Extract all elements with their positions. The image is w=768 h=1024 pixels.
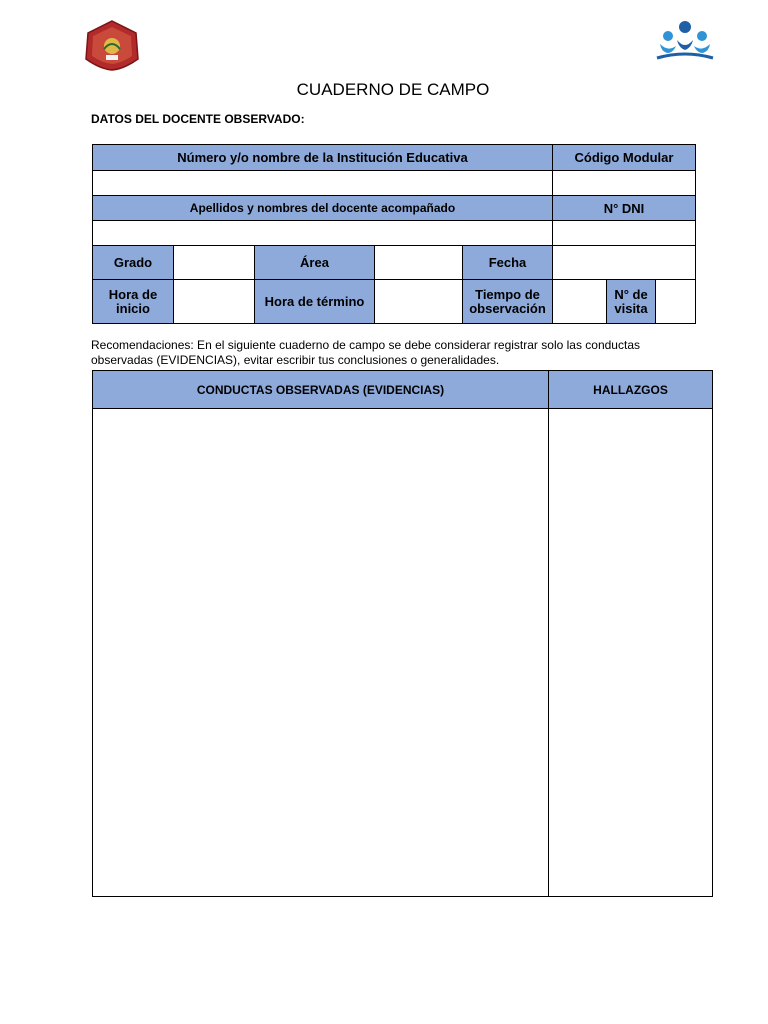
people-group-logo [655, 20, 715, 62]
behaviors-header: CONDUCTAS OBSERVADAS (EVIDENCIAS) [93, 371, 549, 409]
dni-input[interactable] [553, 221, 696, 246]
area-input[interactable] [375, 246, 463, 280]
visit-number-input[interactable] [656, 280, 696, 324]
recommendations-text: Recomendaciones: En el siguiente cuaderno de campo se debe considerar registrar solo las conductas observadas (EVIDENCIAS), evitar escribir tus conclusiones o generalidades. [91, 338, 640, 367]
institution-input[interactable] [93, 171, 553, 196]
page-title: CUADERNO DE CAMPO [296, 80, 490, 99]
end-time-label: Hora de término [255, 280, 375, 324]
section-label: DATOS DEL DOCENTE OBSERVADO: [91, 112, 305, 126]
teacher-table [92, 195, 696, 246]
institution-table [92, 144, 696, 196]
modular-code-input[interactable] [553, 171, 696, 196]
area-label: Área [255, 246, 375, 280]
institution-label: Número y/o nombre de la Institución Educativa [93, 145, 553, 171]
evidence-table [92, 370, 713, 897]
start-time-label: Hora de inicio [93, 280, 174, 324]
findings-input[interactable] [549, 409, 713, 897]
observation-time-input[interactable] [553, 280, 607, 324]
grade-input[interactable] [174, 246, 255, 280]
teacher-name-input[interactable] [93, 221, 553, 246]
date-input[interactable] [553, 246, 696, 280]
regional-education-shield-logo [84, 19, 140, 71]
start-time-input[interactable] [174, 280, 255, 324]
date-label: Fecha [463, 246, 553, 280]
visit-number-label: N° de visita [607, 280, 656, 324]
dni-label: N° DNI [553, 196, 696, 221]
observation-time-label: Tiempo de observación [463, 280, 553, 324]
behaviors-input[interactable] [93, 409, 549, 897]
modular-code-label: Código Modular [553, 145, 696, 171]
findings-header: HALLAZGOS [549, 371, 713, 409]
observation-details-table [92, 245, 696, 324]
end-time-input[interactable] [375, 280, 463, 324]
teacher-name-label: Apellidos y nombres del docente acompañado [93, 196, 553, 221]
grade-label: Grado [93, 246, 174, 280]
